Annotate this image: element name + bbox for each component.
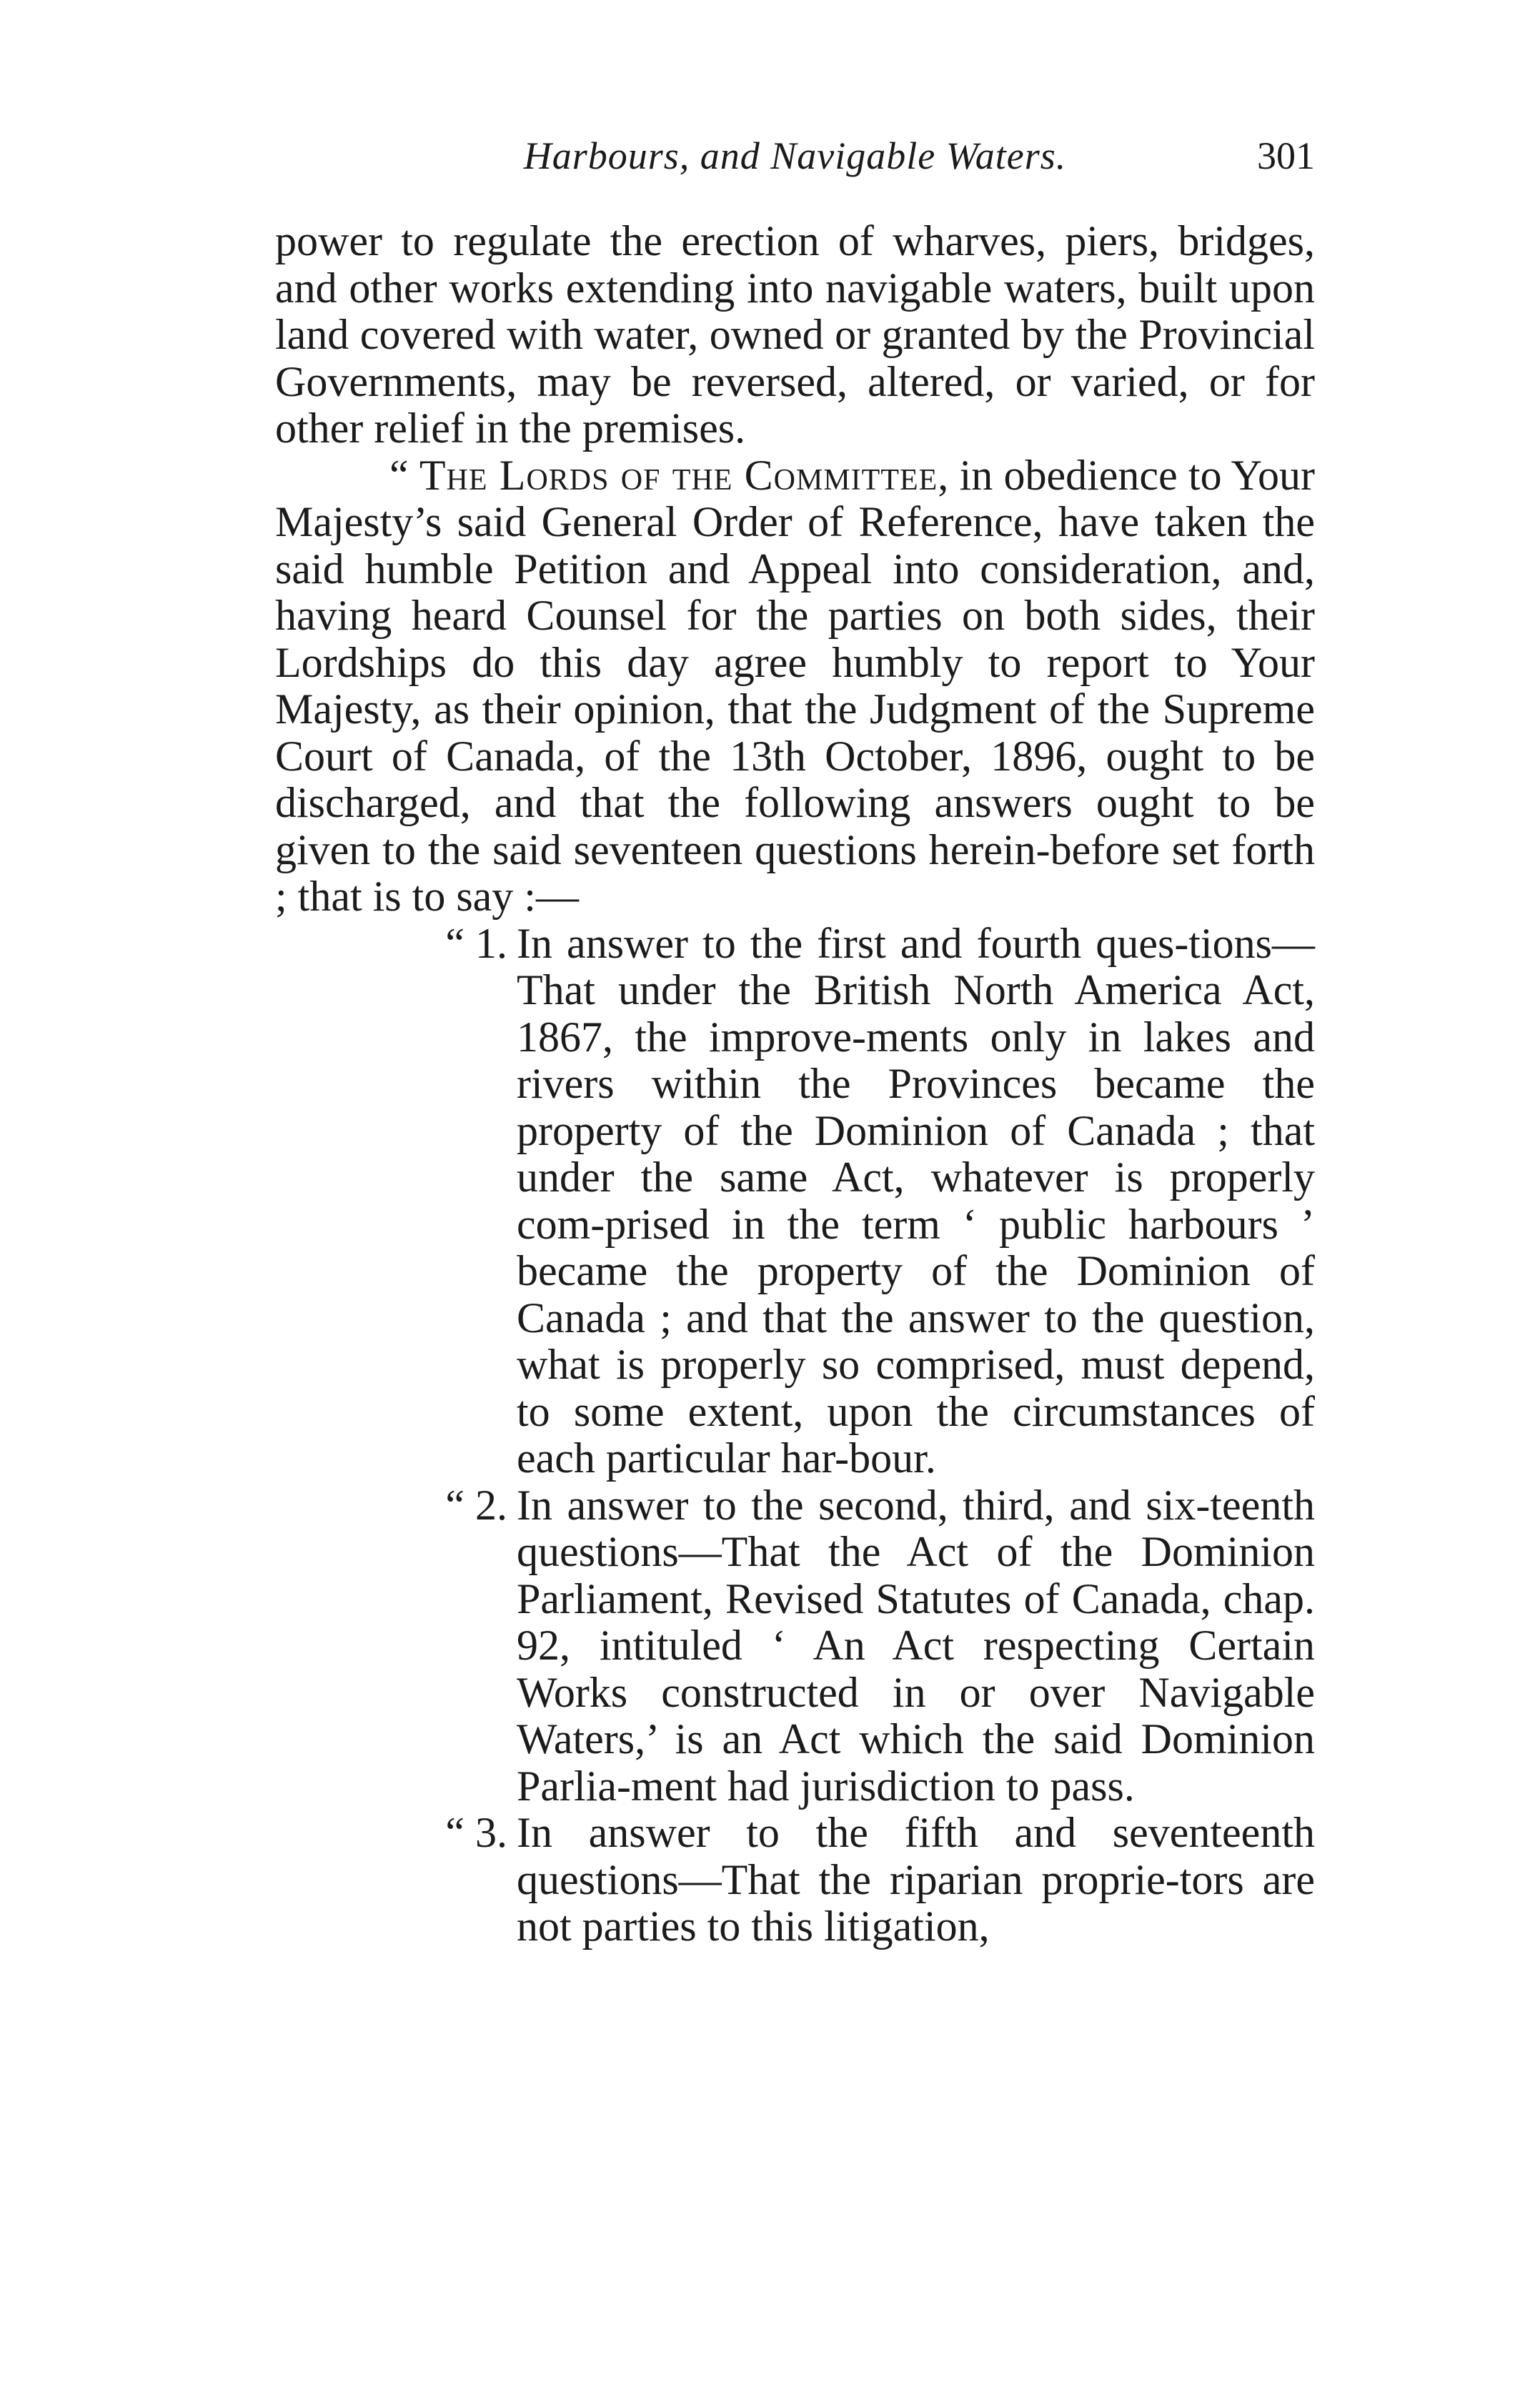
opening-quote: “ (389, 451, 419, 499)
answer-item-1 (275, 921, 1315, 1482)
answer-item-3 (275, 1810, 1315, 1950)
answer-text: In answer to the first and fourth ques-tions—That under the British North America Act, 1867, the improve-ments only in lakes and rivers within the Provinces became the property of the Dominion of Canada ; that under the same Act, whatever is properly com-prised in the term ‘ public harbours ’ became the property of the Dominion of Canada ; and that the answer to the question, what is properly so comprised, must depend, to some extent, upon the circumstances of each particular har-bour. (517, 919, 1315, 1482)
paragraph-continuation: power to regulate the erection of wharves, piers, bridges, and other works extending into navigable waters, built upon land covered with water, owned or granted by the Provincial Governments, may be reversed, altered, or varied, or for other relief in the premises. (275, 217, 1315, 452)
answer-text: In answer to the second, third, and six-teenth questions—That the Act of the Dominion Parliament, Revised Statutes of Canada, chap. 92, intituled ‘ An Act respecting Certain Works constructed in or over Navigable Waters,’ is an Act which the said Dominion Parlia-ment had jurisdiction to pass. (517, 1481, 1315, 1810)
running-head (275, 127, 1315, 184)
lords-of-committee-smallcaps: The Lords of the Committee (419, 451, 938, 499)
answer-number: “ 3. (445, 1809, 507, 1856)
answer-item-2 (275, 1482, 1315, 1810)
running-title: Harbours, and Navigable Waters. (523, 134, 1067, 177)
paragraph-committee-report (275, 452, 1315, 921)
answer-text: In answer to the fifth and seventeenth questions—That the riparian proprie-tors are not parties to this litigation, (517, 1809, 1315, 1950)
answer-number: “ 2. (445, 1481, 507, 1529)
paragraph-committee-text: , in obedience to Your Majesty’s said General Order of Reference, have taken the said humble Petition and Appeal into consideration, and, having heard Counsel for the parties on both sides, their Lordships do this day agree humbly to report to Your Majesty, as their opinion, that the Judgment of the Supreme Court of Canada, of the 13th October, 1896, ought to be discharged, and that the following answers ought to be given to the said seventeen questions herein-before set forth ; that is to say :— (275, 451, 1315, 920)
answer-number: “ 1. (445, 919, 507, 967)
body-text (275, 218, 1315, 1950)
page-number: 301 (1257, 134, 1315, 177)
